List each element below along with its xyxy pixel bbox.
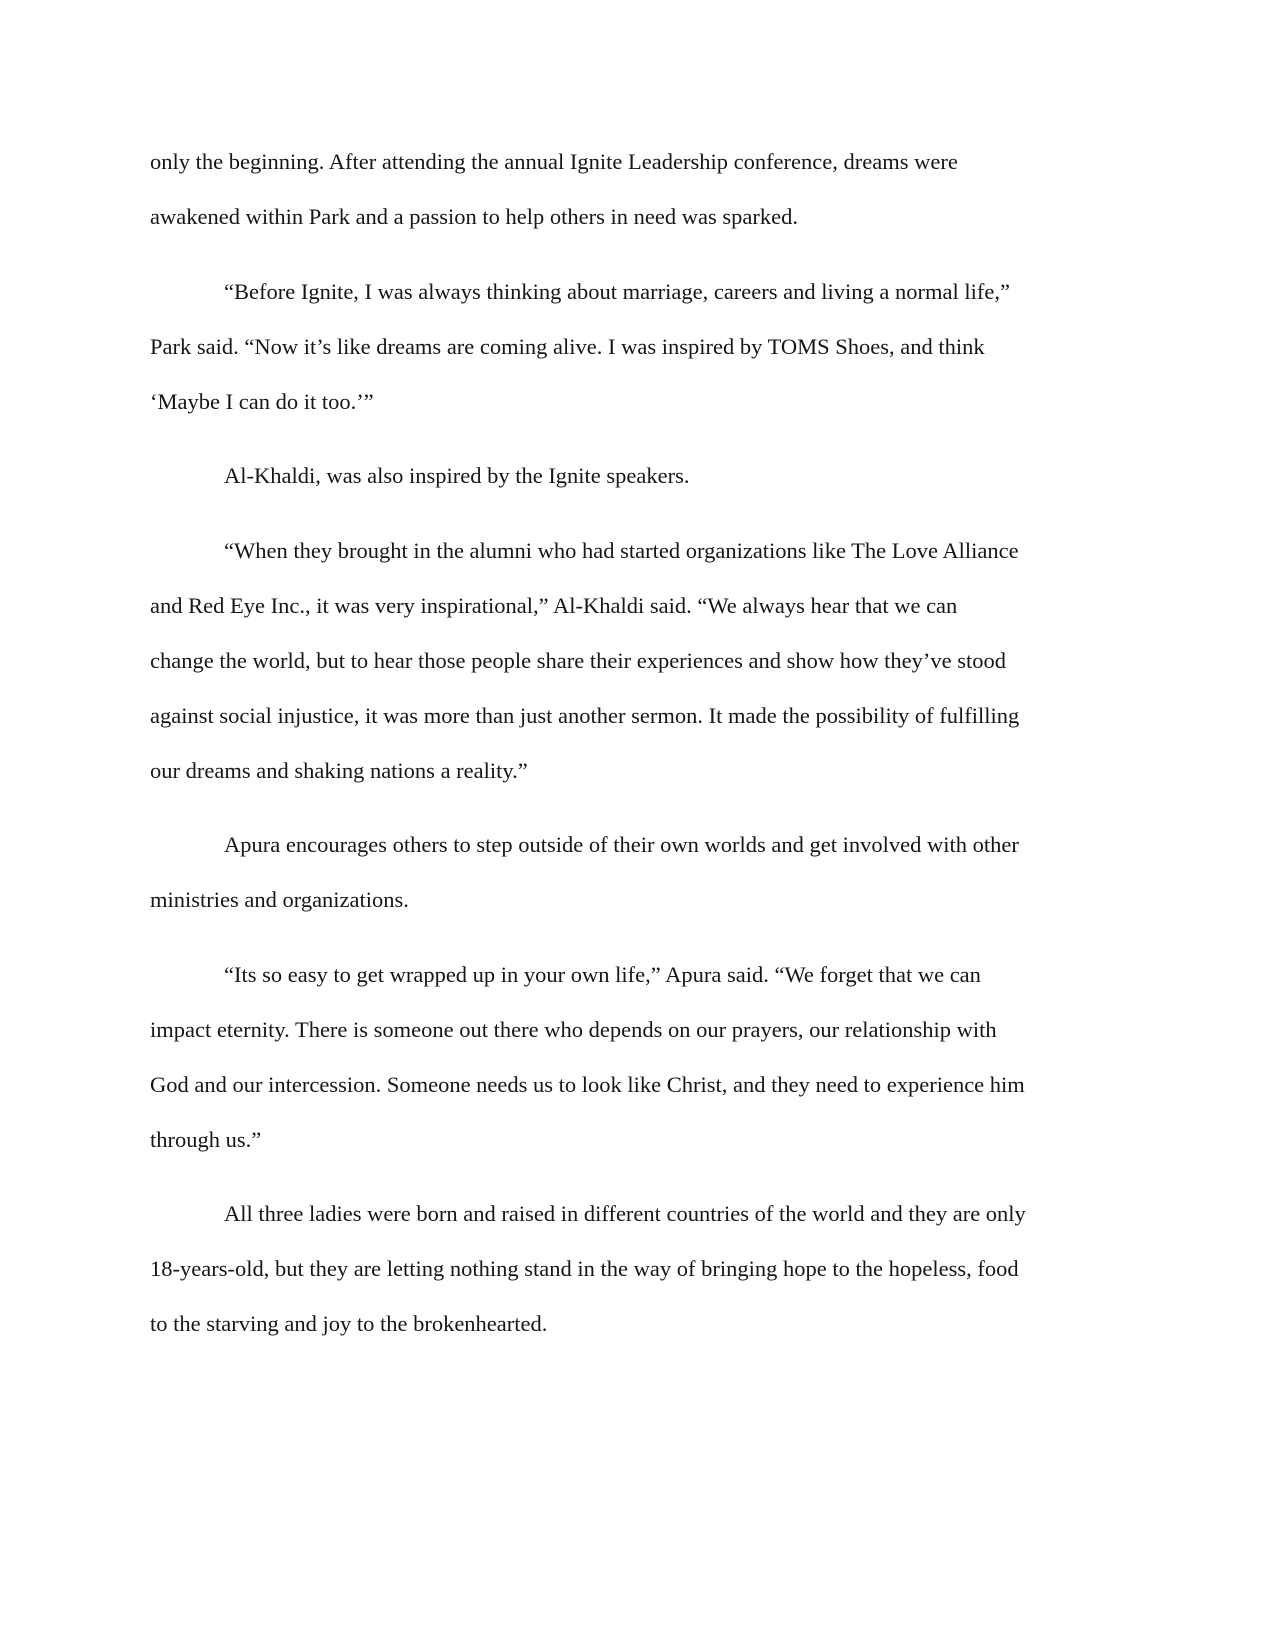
text-line: ministries and organizations. [150, 887, 409, 912]
text-line: and Red Eye Inc., it was very inspirational,” Al-Khaldi said. “We always hear that we can [150, 593, 958, 618]
paragraph-first-line: “When they brought in the alumni who had started organizations like The Love Alliance [224, 538, 1019, 563]
text-line: to the starving and joy to the brokenhearted. [150, 1311, 548, 1336]
text-line: impact eternity. There is someone out there who depends on our prayers, our relationship with [150, 1017, 997, 1042]
text-line: ‘Maybe I can do it too.’” [150, 389, 374, 414]
text-line: 18-years-old, but they are letting nothing stand in the way of bringing hope to the hopeless, food [150, 1256, 1019, 1281]
paragraph-first-line: All three ladies were born and raised in different countries of the world and they are only [224, 1201, 1026, 1226]
text-line: through us.” [150, 1127, 262, 1152]
text-line: awakened within Park and a passion to help others in need was sparked. [150, 204, 798, 229]
paragraph-first-line: Al-Khaldi, was also inspired by the Ignite speakers. [224, 463, 690, 488]
text-line: Park said. “Now it’s like dreams are coming alive. I was inspired by TOMS Shoes, and think [150, 334, 985, 359]
paragraph-first-line: “Before Ignite, I was always thinking about marriage, careers and living a normal life,” [224, 279, 1010, 304]
text-line: change the world, but to hear those people share their experiences and show how they’ve stood [150, 648, 1006, 673]
text-line: only the beginning. After attending the annual Ignite Leadership conference, dreams were [150, 149, 958, 174]
paragraph-first-line: “Its so easy to get wrapped up in your own life,” Apura said. “We forget that we can [224, 962, 981, 987]
text-line: God and our intercession. Someone needs us to look like Christ, and they need to experience him [150, 1072, 1025, 1097]
text-line: against social injustice, it was more than just another sermon. It made the possibility of fulfilling [150, 703, 1020, 728]
text-line: our dreams and shaking nations a reality.” [150, 758, 528, 783]
paragraph-first-line: Apura encourages others to step outside of their own worlds and get involved with other [224, 832, 1019, 857]
